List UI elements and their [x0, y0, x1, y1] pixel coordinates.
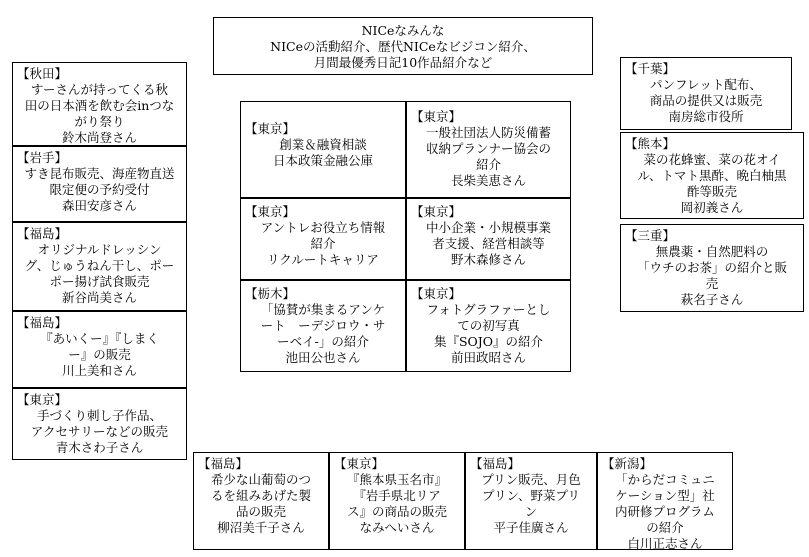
booth-line: パンフレット配布、 — [650, 77, 762, 92]
booth-line: 森田安彦さん — [61, 198, 137, 213]
booth-line: 前田政昭さん — [450, 350, 526, 365]
booth-line: なみへいさん — [359, 520, 435, 535]
booth-line: 池田公也さん — [285, 350, 361, 365]
booth-chiba — [620, 57, 792, 130]
booth-line: ての初写真 — [457, 318, 520, 333]
booth-region: 【東京】 — [411, 109, 462, 124]
booth-region: 【熊本】 — [625, 136, 676, 151]
booth-line: 集『SOJO』の紹介 — [433, 334, 544, 349]
booth-fukushima-1 — [12, 222, 187, 311]
booth-line: リクルートキャリア — [267, 252, 379, 267]
booth-line: プリン販売、月色 — [481, 472, 581, 487]
booth-line: 限定便の予約受付 — [49, 182, 150, 197]
booth-region: 【東京】 — [17, 392, 68, 407]
booth-line: アントレお役立ち情報 — [260, 220, 386, 235]
booth-region: 【千葉】 — [625, 61, 676, 76]
booth-line: 『あいくー』『しまく — [40, 331, 159, 346]
booth-center-4 — [406, 198, 571, 280]
booth-line: ーベイ-」の紹介 — [277, 334, 369, 349]
booth-line: アクセサリーなどの販売 — [30, 424, 169, 439]
booth-line: ル、トマト黒酢、晩白柚黒 — [637, 168, 787, 183]
booth-bottom-1 — [193, 452, 329, 550]
booth-line: ポー揚げ試食販売 — [49, 274, 150, 289]
booth-line: 「協賛が集まるアンケ — [260, 302, 386, 317]
booth-line: フォトグラファーとし — [426, 302, 551, 317]
booth-line: ケーション型」社 — [615, 488, 715, 503]
booth-region: 【新潟】 — [602, 456, 653, 471]
booth-line: 者支援、経営相談等 — [432, 236, 545, 251]
booth-line: 柳沼美千子さん — [217, 520, 305, 535]
booth-line: 長柴美恵さん — [450, 173, 526, 188]
booth-line: ン — [524, 504, 538, 519]
booth-line: 紹介 — [310, 236, 336, 251]
booth-line: ート ーデジロウ・サ — [260, 318, 386, 333]
booth-line: 中小企業・小規模事業 — [425, 220, 551, 235]
booth-line: の紹介 — [646, 520, 684, 535]
booth-line: 無農薬・自然肥料の — [655, 244, 769, 259]
booth-fukushima-2 — [12, 311, 187, 388]
booth-line: 紹介 — [475, 157, 501, 172]
booth-line: 品の販売 — [235, 504, 286, 519]
booth-region: 【秋田】 — [17, 66, 68, 81]
booth-line: 『岩手県北リア — [353, 488, 441, 503]
booth-region: 【東京】 — [245, 121, 296, 136]
booth-line: 希少な山葡萄のつ — [210, 472, 311, 487]
booth-line: すーさんが持ってくる秋 — [30, 82, 169, 97]
booth-line: 鈴木尚登さん — [61, 130, 137, 145]
booth-line: 「ウチのお茶」の紹介と販 — [636, 260, 787, 275]
booth-center-6 — [406, 280, 571, 372]
booth-mie — [620, 224, 804, 312]
booth-line: 日本政策金融公庫 — [272, 153, 373, 168]
booth-line: 商品の提供又は販売 — [649, 93, 763, 108]
booth-line: 酢等販売 — [686, 184, 737, 199]
booth-line: 新谷尚美さん — [61, 290, 137, 305]
booth-bottom-4 — [597, 452, 733, 550]
booth-line: 「からだコミュニ — [615, 472, 715, 487]
booth-line: 田の日本酒を飲む会inつな — [24, 98, 175, 113]
booth-line: 南房総市役所 — [668, 109, 744, 124]
booth-bottom-2 — [329, 452, 465, 550]
booth-region: 【福島】 — [17, 226, 68, 241]
booth-region: 【福島】 — [17, 315, 68, 330]
booth-region: 【岩手】 — [17, 150, 68, 165]
booth-line: 収納プランナー協会の — [425, 141, 551, 156]
booth-line: プリン、野菜プリ — [481, 488, 580, 503]
booth-line: るを組みあげた製 — [210, 488, 311, 503]
booth-line: 川上美和さん — [61, 363, 137, 378]
booth-center-3 — [240, 198, 406, 280]
booth-kumamoto — [620, 132, 804, 219]
booth-center-5 — [240, 280, 406, 372]
booth-line: 青木さわ子さん — [55, 440, 144, 455]
booth-region: 【三重】 — [625, 228, 676, 243]
booth-line: 一般社団法人防災備蓄 — [425, 125, 551, 140]
booth-line: 野木森修さん — [450, 252, 526, 267]
booth-region: 【福島】 — [198, 456, 249, 471]
booth-line: すき昆布販売、海産物直送 — [24, 166, 175, 181]
booth-line: ー』の販売 — [68, 347, 131, 362]
booth-line: 萩名子さん — [680, 292, 744, 307]
booth-iwate — [12, 146, 187, 222]
booth-region: 【東京】 — [334, 456, 385, 471]
booth-region: 【福島】 — [470, 456, 521, 471]
booth-bottom-3 — [465, 452, 597, 550]
top-line: NICeの活動紹介、歴代NICeなビジコン紹介、 — [270, 39, 536, 54]
booth-center-2 — [406, 101, 571, 198]
booth-region: 【東京】 — [411, 204, 462, 219]
booth-akita — [12, 62, 187, 146]
booth-region: 【栃木】 — [245, 286, 296, 301]
booth-line: オリジナルドレッシン — [37, 242, 162, 257]
booth-line: 売 — [705, 276, 719, 291]
booth-line: グ、じゅうねん干し、ポー — [24, 258, 175, 273]
booth-center-1 — [240, 101, 406, 198]
booth-line: 菜の花蜂蜜、菜の花オイ — [643, 152, 781, 167]
booth-line: 白川正志さん — [627, 536, 703, 551]
booth-line: 内研修プログラム — [615, 504, 715, 519]
booth-region: 【東京】 — [245, 204, 296, 219]
booth-line: ス』の商品の販売 — [346, 504, 447, 519]
booth-line: 平子佳廣さん — [493, 520, 569, 535]
top-line: 月間最優秀日記10作品紹介など — [313, 55, 493, 70]
booth-line: 『熊本県玉名市』 — [346, 472, 447, 487]
top-info-box — [213, 17, 593, 75]
booth-line: 岡初義さん — [680, 200, 744, 215]
booth-line: 創業＆融資相談 — [279, 137, 367, 152]
booth-region: 【東京】 — [411, 286, 462, 301]
booth-tokyo-left — [12, 388, 187, 460]
booth-line: 手づくり刺し子作品、 — [36, 408, 162, 423]
booth-line: がり祭り — [74, 114, 125, 129]
top-line: NICeなみんな — [361, 23, 445, 38]
